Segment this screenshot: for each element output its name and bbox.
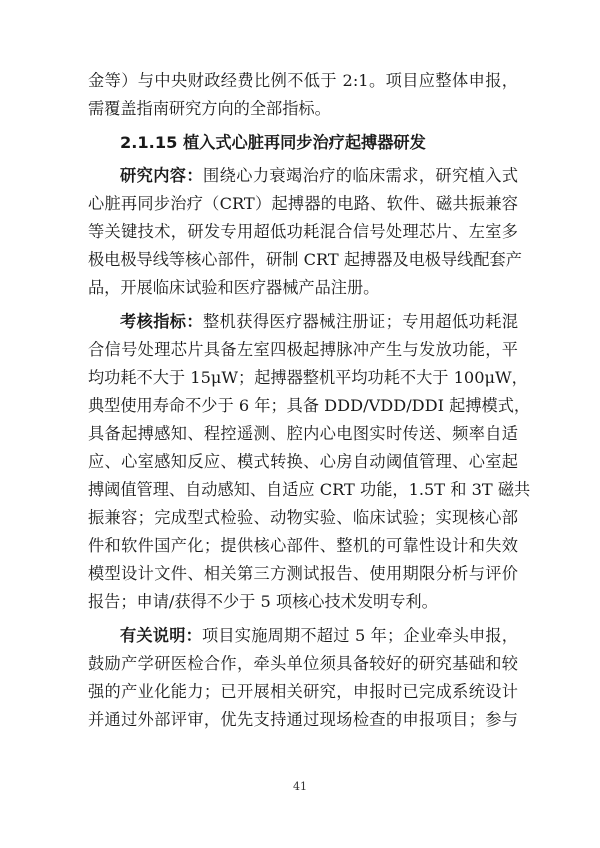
assessment-line-5: 具备起搏感知、程控遥测、腔内心电图实时传送、频率自适 bbox=[88, 424, 518, 443]
intro-line-1: 金等）与中央财政经费比例不低于 2:1。项目应整体申报， bbox=[88, 71, 518, 90]
notes-line-3: 强的产业化能力；已开展相关研究，申报时已完成系统设计 bbox=[88, 682, 518, 701]
research-line-2: 心脏再同步治疗（CRT）起搏器的电路、软件、磁共振兼容 bbox=[88, 194, 518, 213]
assessment-line-6: 应、心室感知反应、模式转换、心房自动阈值管理、心室起 bbox=[88, 452, 518, 471]
section-heading: 2.1.15 植入式心脏再同步治疗起搏器研发 bbox=[120, 133, 426, 152]
assessment-line-8: 振兼容；完成型式检验、动物实验、临床试验；实现核心部 bbox=[88, 508, 518, 527]
assessment-label: 考核指标： bbox=[120, 312, 204, 331]
research-line-1 bbox=[120, 162, 518, 190]
research-label: 研究内容： bbox=[120, 166, 204, 185]
assessment-line-7: 搏阈值管理、自动感知、自适应 CRT 功能，1.5T 和 3T 磁共 bbox=[88, 480, 531, 499]
assessment-line-1 bbox=[120, 308, 518, 336]
notes-line-2: 鼓励产学研医检合作，牵头单位须具备较好的研究基础和较 bbox=[88, 654, 518, 673]
assessment-line-2: 合信号处理芯片具备左室四极起搏脉冲产生与发放功能，平 bbox=[88, 340, 518, 359]
research-line-5: 品，开展临床试验和医疗器械产品注册。 bbox=[88, 278, 380, 297]
assessment-line-11: 报告；申请/获得不少于 5 项核心技术发明专利。 bbox=[88, 592, 438, 611]
research-line-3: 等关键技术，研发专用超低功耗混合信号处理芯片、左室多 bbox=[88, 222, 518, 241]
page-number: 41 bbox=[293, 780, 307, 793]
notes-label: 有关说明： bbox=[120, 626, 202, 645]
intro-line-2: 需覆盖指南研究方向的全部指标。 bbox=[88, 99, 331, 118]
notes-line-1 bbox=[120, 622, 518, 650]
notes-text-1: 项目实施周期不超过 5 年；企业牵头申报， bbox=[202, 626, 518, 645]
assessment-line-10: 模型设计文件、相关第三方测试报告、使用期限分析与评价 bbox=[88, 564, 518, 583]
assessment-line-3: 均功耗不大于 15μW；起搏器整机平均功耗不大于 100μW， bbox=[88, 368, 528, 387]
notes-line-4: 并通过外部评审，优先支持通过现场检查的申报项目；参与 bbox=[88, 710, 518, 729]
assessment-line-4: 典型使用寿命不少于 6 年；具备 DDD/VDD/DDI 起搏模式， bbox=[88, 396, 531, 415]
assessment-text-1: 整机获得医疗器械注册证；专用超低功耗混 bbox=[203, 312, 519, 331]
research-line-4: 极电极导线等核心部件，研制 CRT 起搏器及电极导线配套产 bbox=[88, 250, 522, 269]
research-text-1: 围绕心力衰竭治疗的临床需求，研究植入式 bbox=[203, 166, 519, 185]
assessment-line-9: 件和软件国产化；提供核心部件、整机的可靠性设计和失效 bbox=[88, 536, 518, 555]
